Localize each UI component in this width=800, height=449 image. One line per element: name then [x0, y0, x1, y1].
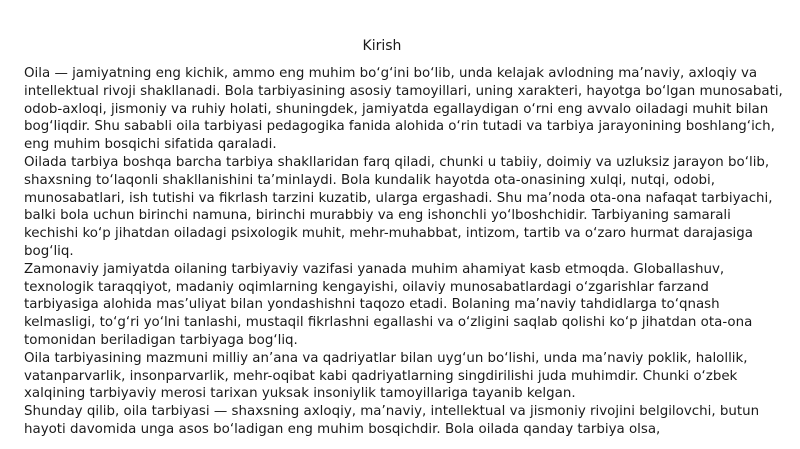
paragraph-5: Shunday qilib, oila tarbiyasi — shaxsning axloqiy, ma’naviy, intellektual va jismoniy rivojini belgilovchi, butun hayoti davomida unga asos bo‘ladigan eng muhim bosqichdir. Bola oilada qanday tarbiya olsa,: [24, 404, 760, 437]
paragraph-2: Oilada tarbiya boshqa barcha tarbiya shakllaridan farq qiladi, chunki u tabiiy, doimiy va uzluksiz jarayon bo‘lib, shaxsning to‘laqonli shakllanishini ta’minlaydi. Bola kundalik hayotda ota-onasining xulqi, nutqi, odobi, munosabatlari, ish tutishi va fikrlash tarzini kuzatib, ularga ergashadi. Shu ma’noda ota-ona nafaqat tarbiyachi, balki bola uchun birinchi namuna, birinchi murabbiy va eng ishonchli yo‘lboshchidir. Tarbiyaning samarali kechishi ko‘p jihatdan oiladagi psixologik muhit, mehr-muhabbat, intizom, tartib va o‘zaro hurmat darajasiga bog‘liq.: [24, 154, 773, 259]
document-title: Kirish: [362, 38, 402, 54]
document-page: [24, 0, 784, 449]
paragraph-3: Zamonaviy jamiyatda oilaning tarbiyaviy vazifasi yanada muhim ahamiyat kasb etmoqda. Globallashuv, texnologik taraqqiyot, madaniy oqimlarning kengayishi, oilaviy munosabatlardagi o‘zgarishlar farzand tarbiyasiga alohida mas’uliyat bilan yondashishni taqozo etadi. Bolaning ma’naviy tahdidlarga to‘qnash kelmasligi, to‘g‘ri yo‘lni tanlashi, mustaqil fikrlashni egallashi va o‘zligini saqlab qolishi ko‘p jihatdan ota-ona tomonidan beriladigan tarbiyaga bog‘liq.: [24, 261, 753, 348]
document-body: [24, 65, 784, 439]
paragraph-1: Oila — jamiyatning eng kichik, ammo eng muhim bo‘g‘ini bo‘lib, unda kelajak avlodning ma’naviy, axloqiy va intellektual rivoji shakllanadi. Bola tarbiyasining asosiy tamoyillari, uning xarakteri, hayotga bo‘lgan munosabati, odob-axloqi, jismoniy va ruhiy holati, shuningdek, jamiyatda egallaydigan o‘rni eng avvalo oiladagi muhit bilan bog‘liqdir. Shu sababli oila tarbiyasi pedagogika fanida alohida o‘rin tutadi va tarbiya jarayonining boshlang‘ich, eng muhim bosqichi sifatida qaraladi.: [24, 66, 783, 153]
paragraph-4: Oila tarbiyasining mazmuni milliy an’ana va qadriyatlar bilan uyg‘un bo‘lishi, unda ma’naviy poklik, halollik, vatanparvarlik, insonparvarlik, mehr-oqibat kabi qadriyatlarning singdirilishi juda muhimdir. Chunki o‘zbek xalqining tarbiyaviy merosi tarixan yuksak insoniylik tamoyillariga tayanib kelgan.: [24, 350, 748, 402]
